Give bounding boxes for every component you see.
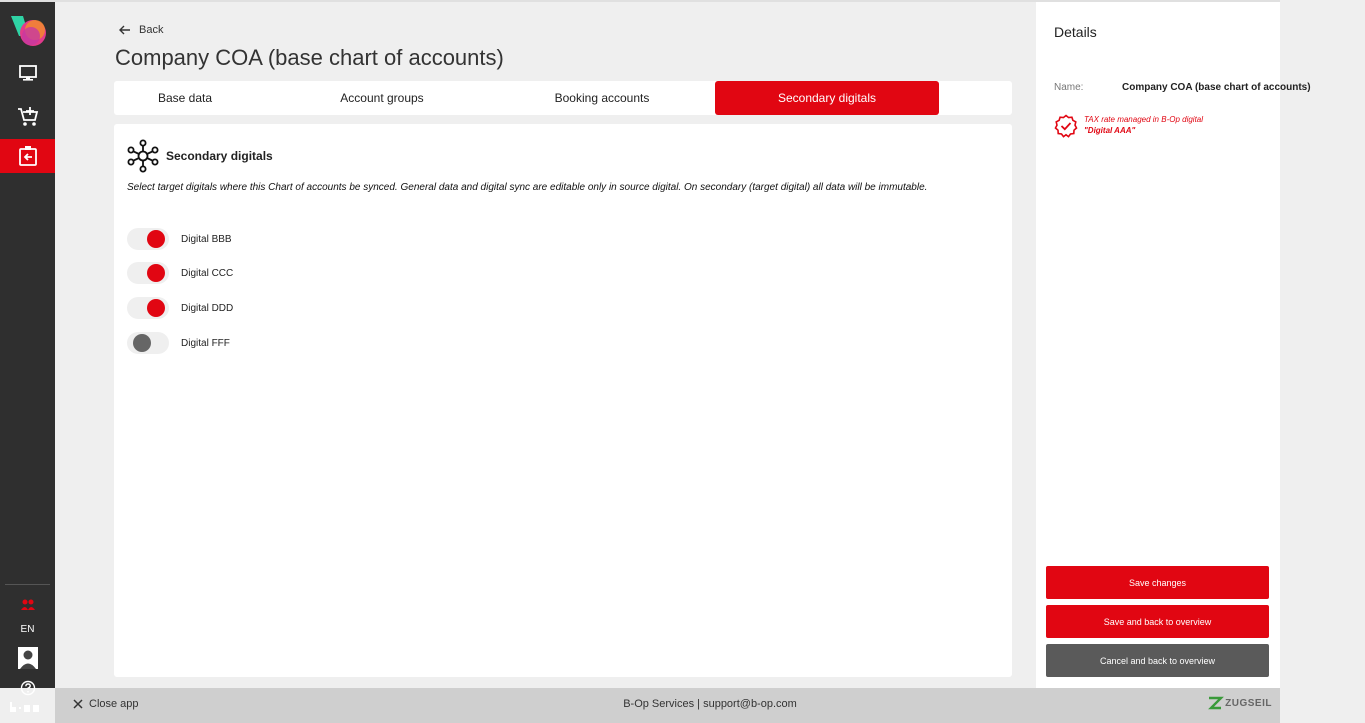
tax-notice-text: TAX rate managed in B-Op digital — [1084, 115, 1204, 124]
save-and-back-button[interactable]: Save and back to overview — [1046, 605, 1269, 638]
help-icon — [20, 680, 36, 696]
arrow-left-icon — [119, 25, 131, 35]
team-icon — [20, 598, 36, 612]
app-logo[interactable] — [9, 14, 47, 48]
main-content — [55, 0, 1036, 688]
verified-badge-icon — [1054, 114, 1078, 138]
close-app-label: Close app — [89, 698, 139, 710]
toggle-label: Digital FFF — [181, 337, 230, 349]
monitor-nav-button[interactable] — [0, 56, 55, 90]
cancel-and-back-button[interactable]: Cancel and back to overview — [1046, 644, 1269, 677]
back-label: Back — [139, 24, 164, 36]
tab-base-data[interactable]: Base data — [157, 91, 213, 105]
toggle-row-digital-bbb — [127, 228, 232, 250]
sidebar — [0, 0, 55, 688]
save-changes-button[interactable]: Save changes — [1046, 566, 1269, 599]
digital-bbb-switch[interactable] — [127, 228, 169, 250]
support-info: B-Op Services | support@b-op.com — [623, 698, 797, 710]
cart-nav-button[interactable] — [0, 100, 55, 134]
tab-booking-accounts[interactable]: Booking accounts — [554, 91, 650, 105]
monitor-icon — [19, 65, 37, 81]
name-value: Company COA (base chart of accounts) — [1122, 82, 1311, 93]
toggle-label: Digital CCC — [181, 267, 234, 279]
bop-logo — [10, 702, 42, 712]
zugseil-logo-icon — [1208, 697, 1222, 709]
toggle-label: Digital BBB — [181, 233, 232, 245]
brand-name: ZUGSEIL — [1225, 697, 1272, 709]
help-button[interactable] — [0, 677, 55, 699]
toggle-label: Digital DDD — [181, 302, 234, 314]
brand-logo — [1208, 697, 1272, 709]
section-header — [126, 139, 273, 173]
tax-notice-digital: "Digital AAA" — [1084, 126, 1136, 135]
toggle-row-digital-ccc — [127, 262, 233, 284]
user-avatar-icon — [18, 647, 38, 669]
transfer-nav-button[interactable] — [0, 139, 55, 173]
toggle-row-digital-ddd — [127, 297, 233, 319]
digital-ddd-switch[interactable] — [127, 297, 169, 319]
language-selector[interactable]: EN — [20, 624, 35, 635]
user-profile-button[interactable] — [0, 645, 55, 671]
team-nav-button[interactable] — [0, 592, 55, 618]
sidebar-divider — [5, 584, 50, 585]
toggle-row-digital-fff — [127, 332, 230, 354]
cart-add-icon — [17, 106, 39, 128]
digital-fff-switch[interactable] — [127, 332, 169, 354]
footer — [55, 688, 1280, 723]
tax-notice — [1054, 114, 1203, 138]
page-title: Company COA (base chart of accounts) — [115, 45, 504, 70]
secondary-digitals-card — [114, 124, 1012, 677]
tab-secondary-digitals[interactable]: Secondary digitals — [715, 81, 939, 115]
network-icon — [126, 139, 160, 173]
name-key: Name: — [1054, 82, 1084, 93]
tab-bar — [114, 81, 1012, 115]
details-title: Details — [1054, 24, 1097, 40]
tab-account-groups[interactable]: Account groups — [340, 91, 424, 105]
digital-ccc-switch[interactable] — [127, 262, 169, 284]
section-description: Select target digitals where this Chart of accounts be synced. General data and digital sync are editable only in source digital. On secondary (target digital) all data will be immutable. — [127, 182, 928, 193]
details-panel — [1036, 0, 1311, 688]
transfer-icon — [18, 145, 38, 167]
section-title: Secondary digitals — [166, 149, 273, 163]
back-link[interactable] — [119, 24, 163, 36]
